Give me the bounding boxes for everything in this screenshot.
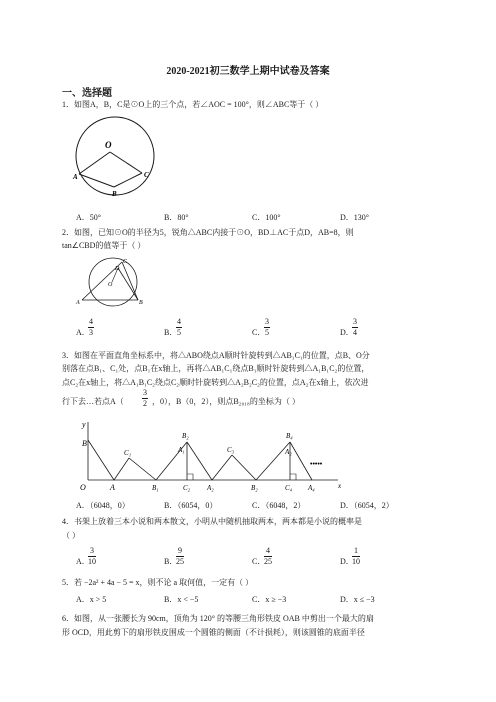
q3-option-a[interactable]: A．（6048，0） [76,501,130,510]
q1-label-c: C [144,171,149,179]
question-3-line-2: 别落在点B₁、C₁处，点B₁在x轴上，再将△AB₁C₁绕点B₁顺时针旋转到△A₁B₁C₂的位置， [62,364,370,373]
q3-label-c1: C₁ [124,449,132,457]
question-2-figure [74,256,144,308]
q5-option-b[interactable]: B．x < −5 [164,595,199,604]
question-3-line-4a: 行下去…若点A（ [62,397,124,406]
q3-label-b: B [82,439,87,448]
q4-option-a-den: 10 [88,557,96,566]
q3-label-b1: B₁ [152,484,159,492]
q2-option-c-num: 3 [265,317,269,326]
q2-option-d-letter[interactable]: D． [340,328,354,337]
question-5-text: 5．若 −2a² + 4a − 5 = x，则不论 a 取何值，一定有（ ） [62,578,254,587]
question-3-line-4b: ，0），B（0，2），则点B₂₀₁₈的坐标为（ ） [152,397,300,406]
q2-label-d: D [115,266,120,272]
q4-option-d-den: 10 [352,557,360,566]
q3-frac-den: 2 [143,399,147,408]
q3-option-b[interactable]: B．（6054，0） [164,501,218,510]
q4-option-a-fraction [88,546,96,567]
q4-option-d-num: 1 [354,546,358,555]
q2-option-c-letter[interactable]: C． [252,328,266,337]
q1-label-a: A [73,173,78,181]
q5-option-c[interactable]: C．x ≥ −3 [252,595,287,604]
q1-option-c[interactable]: C．100° [252,213,281,222]
q2-option-b-den: 5 [177,328,181,337]
q2-label-o: O [108,282,113,288]
question-3-line-1: 3．如图在平面直角坐标系中，将△ABO绕点A顺时针旋转到△AB₁C₁的位置，点B、O分 [62,351,370,360]
question-3-line-3: 点C₂在x轴上，将△A₁B₁C₂绕点C₂顺时针旋转到△A₂B₂C₂的位置，点A₂在x轴上，依次进 [62,378,369,387]
q1-option-d[interactable]: D．130° [340,213,369,222]
q3-label-a: A [110,483,115,492]
q3-label-b2-top: B₂ [182,432,189,440]
q3-point-a-fraction [142,388,148,409]
q4-option-b-fraction [176,546,184,567]
q3-label-c4: C₄ [285,484,293,492]
q3-label-b2: B₂ [251,484,258,492]
q3-option-d[interactable]: D．（6054，2） [340,501,394,510]
page-title: 2020-2021初三数学上期中试卷及答案 [166,66,330,77]
question-4-line-1: 4．书架上放着三本小说和两本散文，小明从中随机抽取两本，两本都是小说的概率是 [62,517,362,526]
question-1-text: 1．如图A，B，C是⊙O上的三个点，若∠AOC = 100°，则∠ABC等于（ ） [62,100,324,109]
question-6-line-2: 形 OCD，用此剪下的扇形铁皮围成一个圆锥的侧面（不计损耗），则该圆锥的底面半径 [62,628,365,637]
q4-option-b-letter[interactable]: B． [164,557,178,566]
q3-label-c2: C₂ [183,484,191,492]
q3-label-b4: B₄ [286,432,293,440]
q3-label-c3: C₃ [227,446,235,454]
q3-label-x: x [338,482,342,490]
q4-option-b-num: 9 [178,546,182,555]
q3-label-a4: A₄ [308,484,315,492]
q4-option-a-num: 3 [90,546,94,555]
q2-option-a-letter[interactable]: A． [76,328,90,337]
q2-option-c-fraction [264,317,270,338]
q3-label-y: y [82,420,86,429]
q2-label-c: C [123,259,128,265]
q2-option-b-fraction [176,317,182,338]
q2-option-a-num: 4 [89,317,93,326]
q4-option-b-den: 25 [176,557,184,566]
q5-option-a[interactable]: A．x > 5 [76,595,107,604]
q3-label-a3-upper: A₂ [285,448,292,456]
q4-option-c-fraction [264,546,272,567]
q3-frac-num: 3 [143,388,147,397]
question-2-line-2: tan∠CBD的值等于（ ） [62,241,146,250]
q1-option-a[interactable]: A．50° [76,213,101,222]
q1-option-b[interactable]: B．80° [164,213,189,222]
q3-label-a2: A₂ [207,484,214,492]
q1-label-o: O [105,140,112,150]
q2-option-a-fraction [88,317,94,338]
question-4-line-2: （ ） [62,531,80,540]
q2-option-c-den: 5 [265,328,269,337]
q2-option-d-num: 3 [353,317,357,326]
q2-option-b-num: 4 [177,317,181,326]
q3-label-a1: A₁ [178,446,185,454]
q4-option-d-fraction [352,546,360,567]
q3-label-o: O [80,483,86,492]
q2-label-a: A [76,300,80,306]
q3-option-c[interactable]: C．（6048，2） [252,501,306,510]
q2-option-d-den: 4 [353,328,357,337]
q3-continuation-dots: ••••• [310,460,323,468]
q4-option-d-letter[interactable]: D． [340,557,354,566]
section-heading: 一、选择题 [62,88,112,99]
q4-option-c-den: 25 [264,557,272,566]
question-6-line-1: 6．如图，从一张腰长为 90cm，顶角为 120° 的等腰三角形铁皮 OAB 中剪出一个最大的扇 [62,614,374,623]
q4-option-a-letter[interactable]: A． [76,557,90,566]
q2-option-d-fraction [352,317,358,338]
q1-label-b: B [112,190,117,198]
question-3-figure [74,418,346,494]
q4-option-c-num: 4 [266,546,270,555]
q5-option-d[interactable]: D．x ≤ −3 [340,595,375,604]
q4-option-c-letter[interactable]: C． [252,557,266,566]
q2-label-b: B [139,300,143,306]
q2-option-b-letter[interactable]: B． [164,328,178,337]
q2-option-a-den: 3 [89,328,93,337]
question-2-line-1: 2．如图，已知⊙O的半径为5，锐角△ABC内接于⊙O，BD⊥AC于点D，AB=8，则 [62,228,354,237]
question-1-figure [72,114,162,200]
